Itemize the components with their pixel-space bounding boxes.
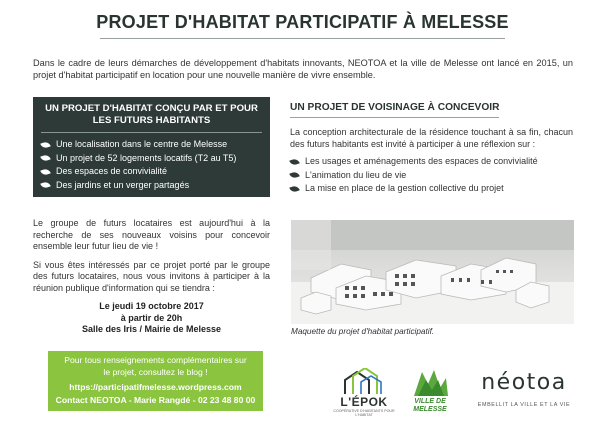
event-date: Le jeudi 19 octobre 2017 [99,301,204,311]
list-item: L'animation du lieu de vie [290,169,573,183]
leaf-icon [40,181,51,190]
intro-paragraph: Dans le cadre de leurs démarches de développement d'habitats innovants, NEOTOA et la ville de Melesse ont lancé en 2015, un projet d'habitat participatif en location pour une nouvelle manière de vivre ensemble. [33,58,573,80]
list-item: Des jardins et un verger partagés [41,179,262,193]
neighborhood-section [290,97,573,196]
topics-list [290,155,573,196]
event-time: à partir de 20h [120,312,183,323]
melesse-wordmark: VILLE DE MELESSE [413,398,447,413]
leaf-icon [40,154,51,163]
leaf-icon [289,157,300,166]
features-box-title: UN PROJET D'HABITAT CONÇU PAR ET POUR LES FUTURS HABITANTS [41,103,262,133]
features-list [41,138,262,192]
features-box [33,97,270,197]
epok-house-icon [333,368,395,396]
invite-paragraph: Si vous êtes intéressés par ce projet porté par le groupe des futurs locataires, nous vous invitons à participer à la réunion publique d'information qui se tiendra : [33,259,270,293]
leaf-icon [289,171,300,180]
list-item: Des espaces de convivialité [41,165,262,179]
leaf-icon [40,140,51,149]
neotoa-wordmark: néotoa [481,370,567,395]
list-item: Les usages et aménagements des espaces de convivialité [290,155,573,169]
epok-wordmark: L'ÉPOK [340,395,388,409]
list-item: La mise en place de la gestion collective du projet [290,182,573,196]
photo-caption: Maquette du projet d'habitat participatif. [291,327,435,336]
epok-logo [333,368,395,417]
section-paragraph: La conception architecturale de la résidence touchant à sa fin, chacun des futurs habitants est invité à participer à une réflexion sur : [290,127,573,149]
invitation-text [33,218,270,336]
list-item: Un projet de 52 logements locatifs (T2 au T5) [41,152,262,166]
event-details [33,301,270,336]
neotoa-logo [474,370,574,414]
model-photo [291,220,574,324]
contact-line-1: Pour tous renseignements complémentaires sur [64,355,247,365]
melesse-logo [408,368,452,416]
model-illustration [291,220,574,324]
leaf-icon [289,184,300,193]
epok-tagline: COOPÉRATIVE D'HABITANTS POUR L'HABITAT [333,409,395,417]
recruit-paragraph: Le groupe de futurs locataires est aujourd'hui à la recherche de ses nouveaux voisins pour concevoir ensemble leur futur lieu de vie ! [33,218,270,251]
event-place: Salle des Iris / Mairie de Melesse [81,324,222,334]
neotoa-slogan: EMBELLIT LA VILLE ET LA VIE [477,402,571,408]
contact-box [48,351,263,411]
contact-phone: Contact NEOTOA - Marie Rangdé - 02 23 48 80 00 [55,395,256,406]
melesse-emblem-icon [408,368,452,398]
blog-link[interactable]: https://participatifmelesse.wordpress.com [69,381,242,392]
list-item: Une localisation dans le centre de Melesse [41,138,262,152]
leaf-icon [40,167,51,176]
contact-line-2: le projet, consultez le blog ! [103,366,208,377]
section-title: UN PROJET DE VOISINAGE À CONCEVOIR [290,102,499,118]
page-title: PROJET D'HABITAT PARTICIPATIF À MELESSE [96,12,509,32]
title-divider [100,38,505,39]
